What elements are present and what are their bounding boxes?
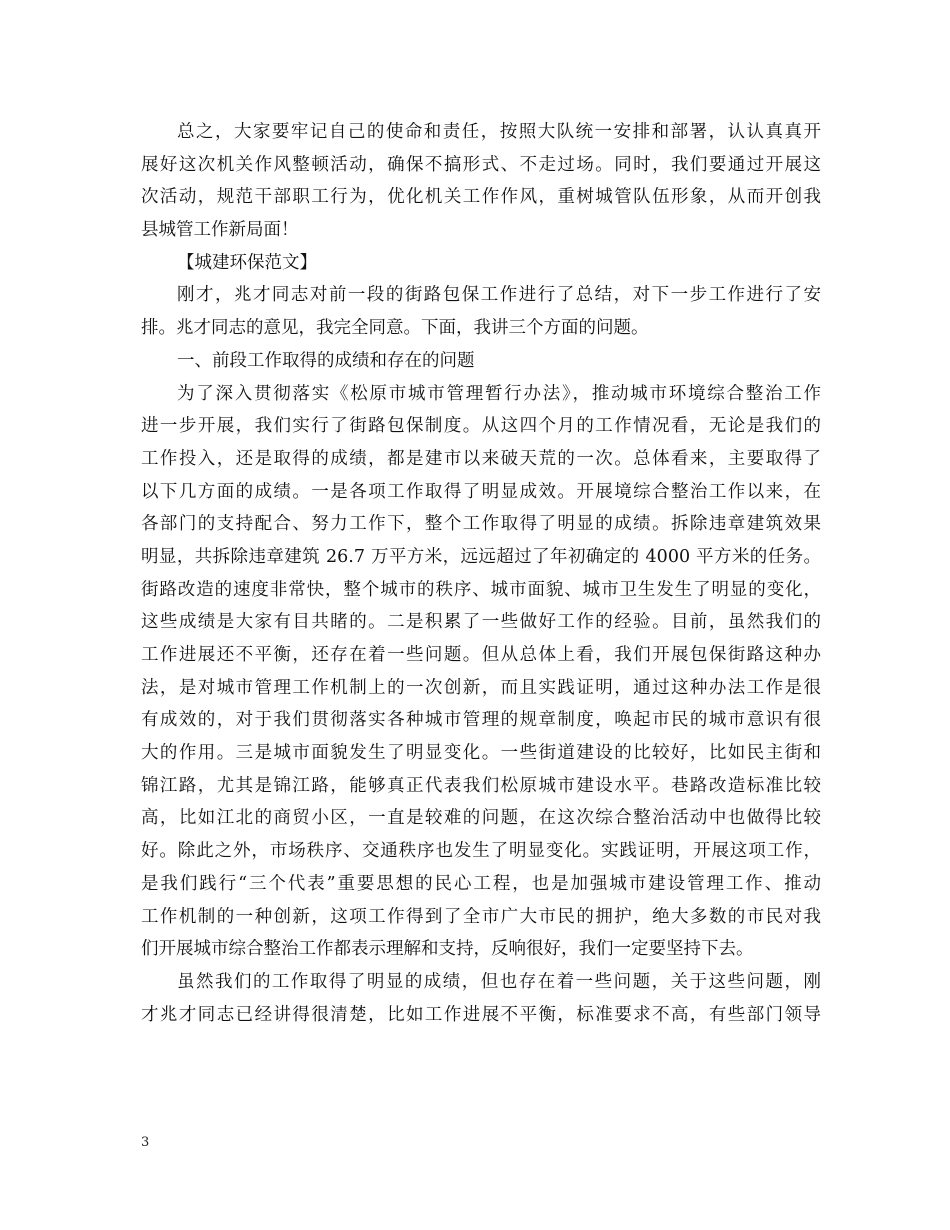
body-text <box>141 116 821 1031</box>
text-line: 法，是对城市管理工作机制上的一次创新，而且实践证明，通过这种办法工作是很 <box>141 677 821 698</box>
text-line: 【城建环保范文】 <box>177 252 317 273</box>
text-line: 展好这次机关作风整顿活动，确保不搞形式、不走过场。同时，我们要通过开展这 <box>141 154 821 175</box>
text-line: 好。除此之外，市场秩序、交通秩序也发生了明显变化。实践证明，开展这项工作， <box>141 841 821 862</box>
text-line: 有成效的，对于我们贯彻落实各种城市管理的规章制度，唤起市民的城市意识有很 <box>141 710 821 731</box>
text-line: 虽然我们的工作取得了明显的成绩，但也存在着一些问题，关于这些问题，刚 <box>177 971 821 992</box>
text-line: 才兆才同志已经讲得很清楚，比如工作进展不平衡，标准要求不高，有些部门领导 <box>141 1004 821 1025</box>
text-line: 工作投入，还是取得的成绩，都是建市以来破天荒的一次。总体看来，主要取得了 <box>141 448 821 469</box>
text-line: 们开展城市综合整治工作都表示理解和支持，反响很好，我们一定要坚持下去。 <box>141 939 754 960</box>
page-number: 3 <box>141 1135 150 1150</box>
text-line: 刚才，兆才同志对前一段的街路包保工作进行了总结，对下一步工作进行了安 <box>177 285 821 306</box>
text-line: 大的作用。三是城市面貌发生了明显变化。一些街道建设的比较好，比如民主街和 <box>141 743 821 764</box>
text-line: 锦江路，尤其是锦江路，能够真正代表我们松原城市建设水平。巷路改造标准比较 <box>141 775 821 796</box>
text-line: 一、前段工作取得的成绩和存在的问题 <box>177 350 475 371</box>
text-line: 是我们践行“三个代表”重要思想的民心工程，也是加强城市建设管理工作、推动 <box>141 873 821 894</box>
text-line: 高，比如江北的商贸小区，一直是较难的问题，在这次综合整治活动中也做得比较 <box>141 808 821 829</box>
text-line: 工作进展还不平衡，还存在着一些问题。但从总体上看，我们开展包保街路这种办 <box>141 645 821 665</box>
text-line: 街路改造的速度非常快，整个城市的秩序、城市面貌、城市卫生发生了明显的变化， <box>141 579 821 600</box>
text-line: 这些成绩是大家有目共睹的。二是积累了一些做好工作的经验。目前，虽然我们的 <box>141 612 821 633</box>
text-line: 明显，共拆除违章建筑 26.7 万平方米，远远超过了年初确定的 4000 平方米的任务。 <box>141 546 821 567</box>
text-line: 进一步开展，我们实行了街路包保制度。从这四个月的工作情况看，无论是我们的 <box>141 416 821 437</box>
text-line: 以下几方面的成绩。一是各项工作取得了明显成效。开展境综合整治工作以来，在 <box>141 481 821 502</box>
text-line: 县城管工作新局面！ <box>141 220 299 241</box>
text-line: 工作机制的一种创新，这项工作得到了全市广大市民的拥护，绝大多数的市民对我 <box>141 906 821 927</box>
text-line: 次活动，规范干部职工行为，优化机关工作作风，重树城管队伍形象，从而开创我 <box>141 187 821 208</box>
text-line: 各部门的支持配合、努力工作下，整个工作取得了明显的成绩。拆除违章建筑效果 <box>141 514 821 535</box>
text-line: 排。兆才同志的意见，我完全同意。下面，我讲三个方面的问题。 <box>141 318 649 339</box>
text-line: 总之，大家要牢记自己的使命和责任，按照大队统一安排和部署，认认真真开 <box>177 122 821 142</box>
text-line: 为了深入贯彻落实《松原市城市管理暂行办法》，推动城市环境综合整治工作 <box>177 383 821 404</box>
